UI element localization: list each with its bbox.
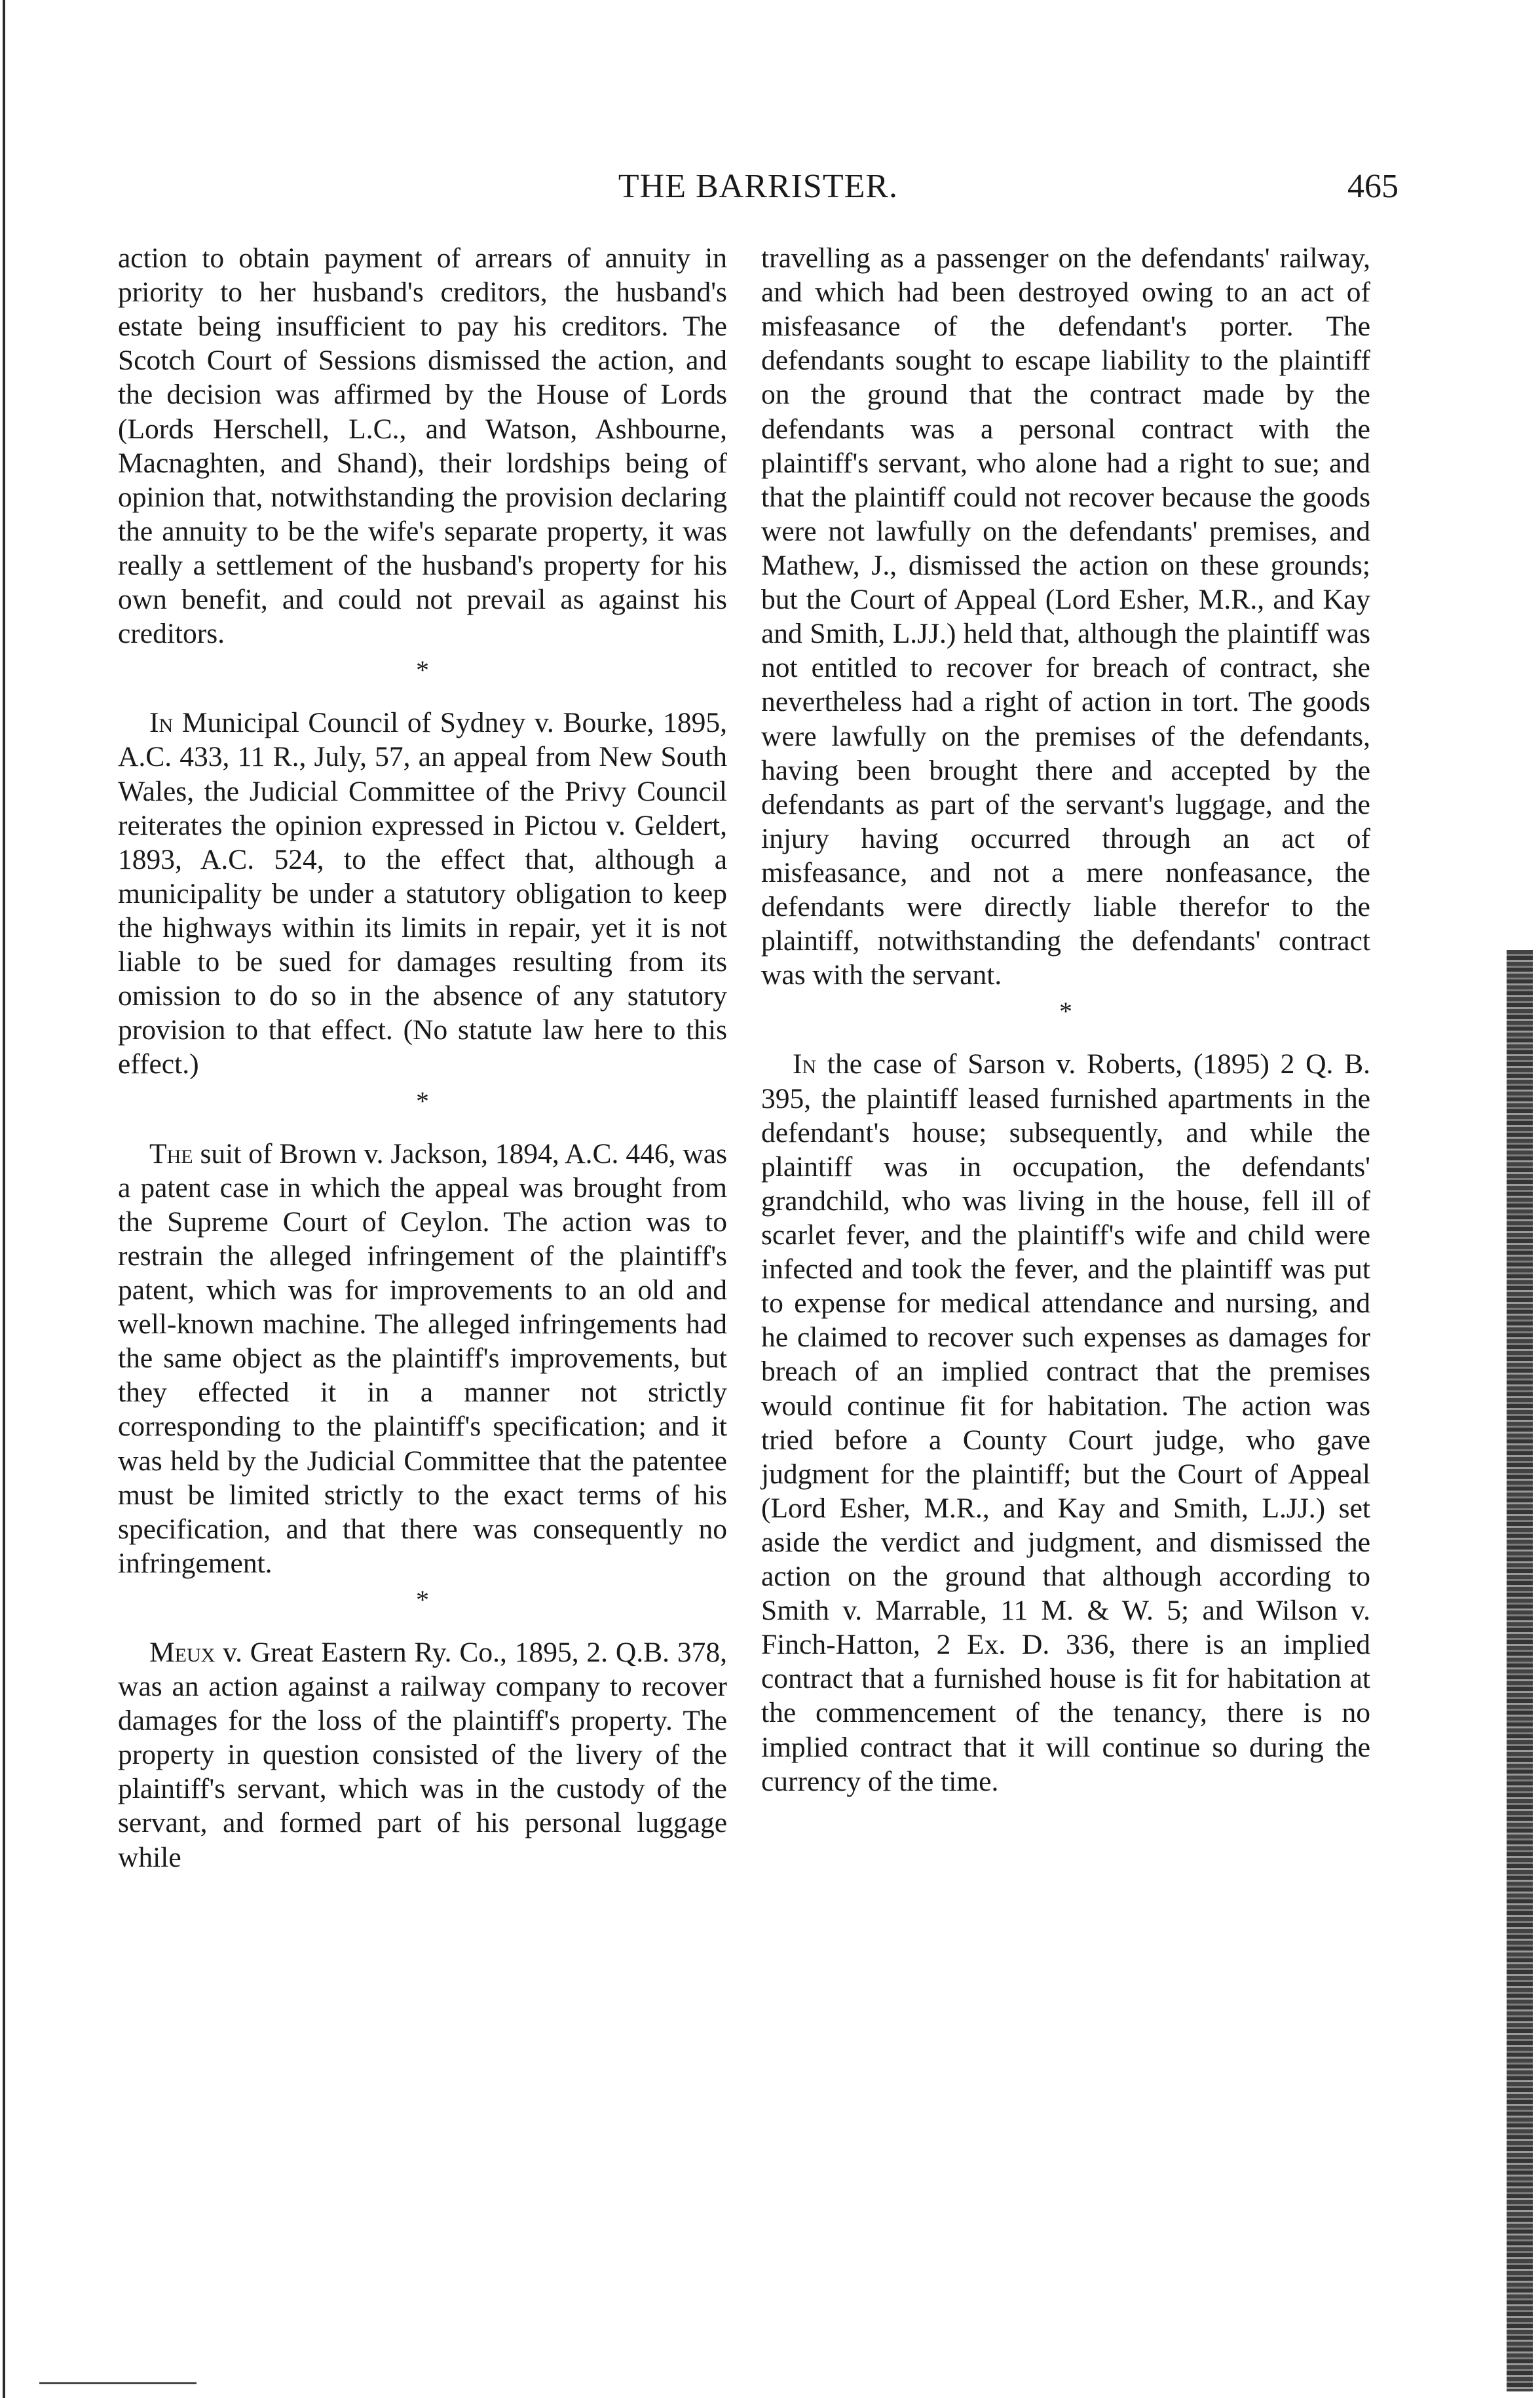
page-left-edge bbox=[3, 0, 5, 2398]
section-separator: * bbox=[416, 655, 429, 685]
running-title: THE BARRISTER. bbox=[618, 168, 899, 205]
paragraph-lead-word: In bbox=[793, 1048, 817, 1080]
paragraph-meux-continued: travelling as a passenger on the defendants' railway, and which had been destroyed owing to an act of misfeasance of the defendant's porter. The defendants sought to escape liability to the plaintiff on the ground that the contract made by the defendants was a personal contract with the plaintiff's servant, who alone had a right to sue; and that the plaintiff could not recover because the goods were not lawfully on the defendants' premises, and Mathew, J., dismissed the action on these grounds; but the Court of Appeal (Lord Esher, M.R., and Kay and Smith, L.JJ.) held that, although the plaintiff was not entitled to recover for breach of contract, she nevertheless had a right of action in tort. The goods were lawfully on the premises of the defendants, having been brought there and accepted by the defendants as part of the servant's luggage, and the injury having occurred through an act of misfeasance, and not a mere nonfeasance, the defendants were directly liable therefor to the plaintiff, notwithstanding the defendants' contract was with the servant. bbox=[761, 242, 1370, 991]
paragraph-body: Municipal Council of Sydney v. Bourke, 1895, A.C. 433, 11 R., July, 57, an appeal from New South Wales, the Judicial Committee of the Privy Council reiterates the opinion expressed in Pictou v. Geldert, 1893, A.C. 524, to the effect that, although a municipality be under a statutory obligation to keep the highways within its limits in repair, yet it is not liable to be sued for damages resulting from its omission to do so in the absence of any statutory provision to that effect. (No statute law here to this effect.) bbox=[118, 707, 727, 1080]
paragraph-sydney-v-bourke bbox=[118, 706, 727, 1081]
paragraph-body: suit of Brown v. Jackson, 1894, A.C. 446, was a patent case in which the appeal was brought from the Supreme Court of Ceylon. The action was to restrain the alleged infringement of the plaintiff's patent, which was for improvements to an old and well-known machine. The alleged infringements had the same object as the plaintiff's improvements, but they effected it in a manner not strictly corresponding to the plaintiff's specification; and it was held by the Judicial Committee that the patentee must be limited strictly to the exact terms of his specification, and that there was consequently no infringement. bbox=[118, 1137, 727, 1579]
paragraph-annuity-continued: action to obtain payment of arrears of annuity in priority to her husband's creditors, the husband's estate being insufficient to pay his creditors. The Scotch Court of Sessions dismissed the action, and the decision was affirmed by the House of Lords (Lords Herschell, L.C., and Watson, Ashbourne, Macnaghten, and Shand), their lordships being of opinion that, notwithstanding the provision declaring the annuity to be the wife's separate property, it was really a settlement of the husband's property for his own benefit, and could not prevail as against his creditors. bbox=[118, 242, 727, 650]
page-header bbox=[118, 167, 1399, 213]
paragraph-lead-word: In bbox=[149, 707, 174, 739]
paragraph-lead-word: The bbox=[149, 1137, 193, 1170]
paragraph-sarson-v-roberts bbox=[761, 1047, 1370, 1798]
section-separator: * bbox=[1059, 997, 1072, 1027]
right-column bbox=[761, 241, 1370, 1798]
paragraph-body: the case of Sarson v. Roberts, (1895) 2 Q. B. 395, the plaintiff leased furnished apartments in the defendant's house; subsequently, and while the plaintiff was in occupation, the defendants' grandchild, who was living in the house, fell ill of scarlet fever, and the plaintiff's wife and child were infected and took the fever, and the plaintiff was put to expense for medical attendance and nursing, and he claimed to recover such expenses as damages for breach of an implied contract that the premises would continue fit for habitation. The action was tried before a County Court judge, who gave judgment for the plaintiff; but the Court of Appeal (Lord Esher, M.R., and Kay and Smith, L.JJ.) set aside the verdict and judgment, and dismissed the action on the ground that although according to Smith v. Marrable, 11 M. & W. 5; and Wilson v. Finch-Hatton, 2 Ex. D. 336, there is an implied contract that a furnished house is fit for habitation at the commencement of the tenancy, there is no implied contract that it will continue so during the currency of the time. bbox=[761, 1048, 1370, 1797]
bottom-rule bbox=[39, 2382, 197, 2384]
paragraph-brown-v-jackson bbox=[118, 1137, 727, 1580]
paragraph-body: v. Great Eastern Ry. Co., 1895, 2. Q.B. 378, was an action against a railway company to recover damages for the loss of the plaintiff's property. The property in question consisted of the livery of the plaintiff's servant, which was in the custody of the servant, and formed part of his personal luggage while bbox=[118, 1636, 727, 1873]
page-right-edge-scan-artifact bbox=[1507, 950, 1533, 2391]
section-separator: * bbox=[416, 1086, 429, 1116]
section-separator: * bbox=[416, 1584, 429, 1614]
page-number: 465 bbox=[1347, 168, 1399, 205]
paragraph-meux-v-great-eastern bbox=[118, 1635, 727, 1875]
left-column bbox=[118, 241, 727, 1875]
paragraph-lead-word: Meux bbox=[149, 1636, 216, 1668]
